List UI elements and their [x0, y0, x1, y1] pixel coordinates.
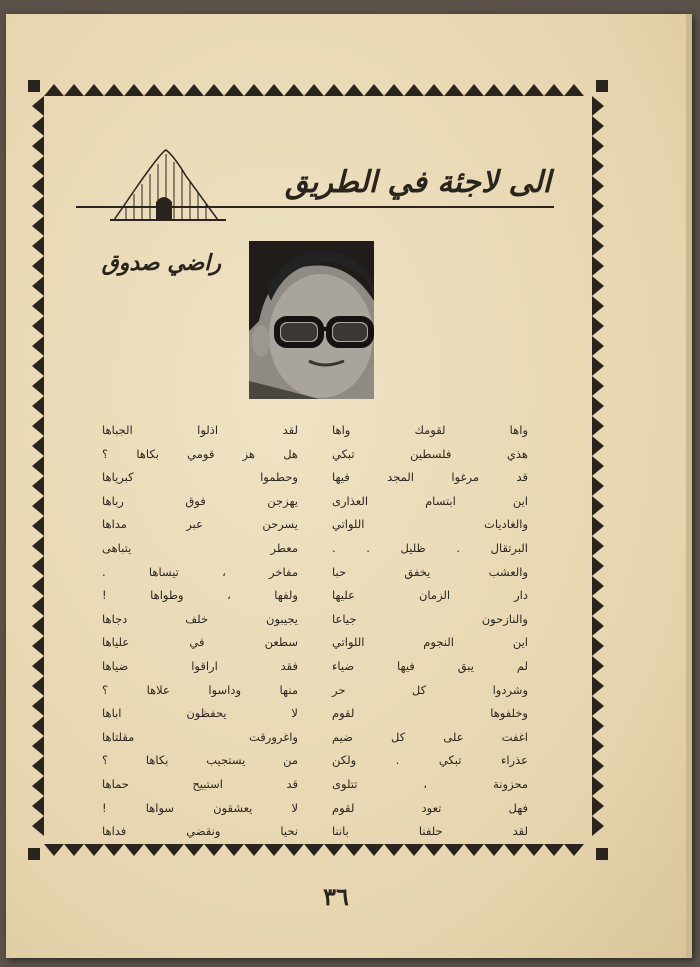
- poem-line: لم يبق فيها ضياء: [332, 658, 528, 673]
- poem-line: منها وداسوا علاها ؟: [102, 682, 298, 697]
- poem-line: عذراء تبكي . ولكن: [332, 753, 528, 768]
- poem-line: البرتقال . ظليل . .: [332, 540, 528, 555]
- poem-line: يسرحن عبر مداها: [102, 517, 298, 532]
- poem-line: ولفها ، وطواها !: [102, 588, 298, 603]
- poem-line: هل هز قومي بكاها ؟: [102, 446, 298, 461]
- poem-line: وشردوا كل حر: [332, 682, 528, 697]
- poem-line: مفاخر ، تيساها .: [102, 564, 298, 579]
- poem-line: قد استبيح حماها: [102, 776, 298, 791]
- poem-line: قد مرغوا المجد فيها: [332, 470, 528, 485]
- author-name: راضي صدوق: [101, 250, 221, 276]
- poem-line: وحطموا كبرياها: [102, 470, 298, 485]
- tent-icon: [106, 146, 226, 224]
- poem-line: وخلفوها لقوم: [332, 706, 528, 721]
- poem-line: دار الزمان عليها: [332, 588, 528, 603]
- poem-line: معطر يتباهى: [102, 540, 298, 555]
- title-underline: [76, 202, 556, 212]
- poem-line: لقد حلفنا باننا: [332, 824, 528, 839]
- poem-line: اغفت على كل ضيم: [332, 729, 528, 744]
- poem-line: سطعن في علياها: [102, 635, 298, 650]
- article-title: الى لاجئة في الطريق: [285, 165, 551, 200]
- poem-line: واغرورقت مقلتاها: [102, 729, 298, 744]
- poem-line: يجيبون خلف دجاها: [102, 611, 298, 626]
- poem-line: اين ابتسام العذارى: [332, 493, 528, 508]
- poem-line: لا يحفظون اباها: [102, 706, 298, 721]
- poem-line: يهزجن فوق رباها: [102, 493, 298, 508]
- poem-line: اين النجوم اللواتي: [332, 635, 528, 650]
- poem-line: هذي فلسطين تبكي: [332, 446, 528, 461]
- poem-line: لقد اذلوا الجباها: [102, 423, 298, 437]
- poem-line: محزونة ، تتلوى: [332, 776, 528, 791]
- page-number: ٣٦: [323, 882, 349, 911]
- poem-line: والنازحون جياعا: [332, 611, 528, 626]
- poem-line: واها لقومك واها: [332, 423, 528, 437]
- poem-line: فقد اراقوا ضياها: [102, 658, 298, 673]
- poem-line: والعشب يخفق حبا: [332, 564, 528, 579]
- poem-line: لا يعشقون سواها !: [102, 800, 298, 815]
- poem-line: من يستجيب بكاها ؟: [102, 753, 298, 768]
- poem-line: والغاديات اللواتي: [332, 517, 528, 532]
- poem-line: نحيا ونقضي فداها: [102, 824, 298, 839]
- poem-left-column: [102, 419, 298, 844]
- author-photo: [249, 241, 374, 399]
- magazine-page: [6, 14, 692, 958]
- poem-right-column: [332, 419, 528, 844]
- poem-line: فهل تعود لقوم: [332, 800, 528, 815]
